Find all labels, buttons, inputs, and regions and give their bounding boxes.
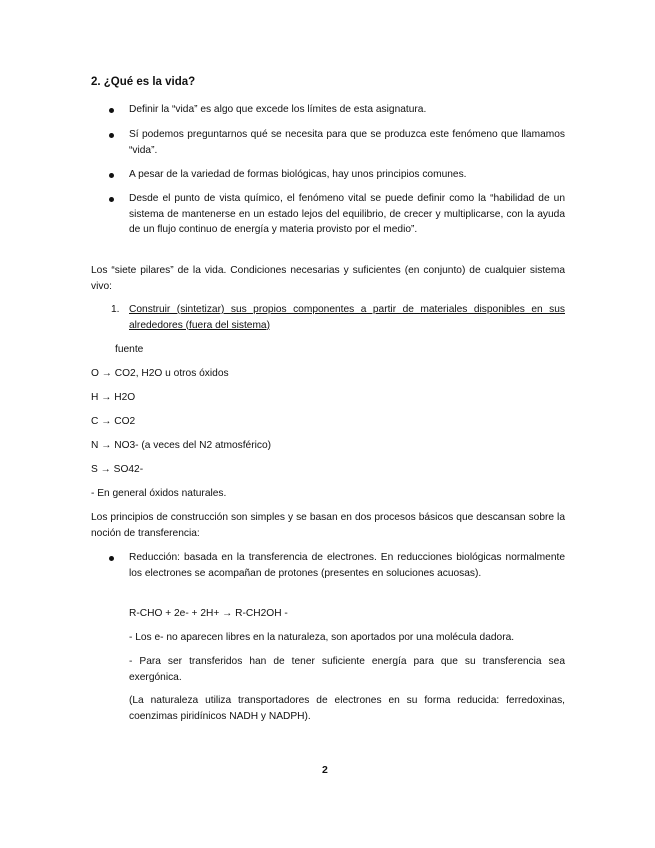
reduction-equation: R-CHO + 2e- + 2H+ → R-CH2OH -: [129, 608, 288, 619]
source-line: - En general óxidos naturales.: [91, 488, 227, 499]
bullet-icon: [109, 197, 114, 202]
list-item: [91, 191, 565, 238]
bullet-icon: [109, 556, 114, 561]
list-item-text: Sí podemos preguntarnos qué se necesita para que se produzca este fenómeno que llamamos “vida”.: [129, 129, 565, 156]
source-line: N → NO3- (a veces del N2 atmosférico): [91, 440, 272, 451]
pillars-intro-paragraph: Los “siete pilares” de la vida. Condiciones necesarias y suficientes (en conjunto) de cualquier sistema vivo:: [91, 265, 565, 292]
list-item-text: A pesar de la variedad de formas biológicas, hay unos principios comunes.: [129, 169, 467, 180]
reduction-text: Reducción: basada en la transferencia de electrones. En reducciones biológicas normalmente los electrones se acompañan de protones (presentes en soluciones acuosas).: [129, 552, 565, 579]
source-line: O → CO2, H2O u otros óxidos: [91, 368, 229, 379]
construction-paragraph: Los principios de construcción son simples y se basan en dos procesos básicos que descansan sobre la noción de transferencia:: [91, 512, 565, 539]
page-number: 2: [322, 764, 328, 776]
bullet-icon: [109, 108, 114, 113]
fuente-label: fuente: [115, 344, 144, 355]
section-heading: 2. ¿Qué es la vida?: [91, 76, 196, 88]
source-line: C → CO2: [91, 416, 136, 427]
list-item-text: Definir la “vida” es algo que excede los límites de esta asignatura.: [129, 104, 427, 115]
pillar-1-text: Construir (sintetizar) sus propios componentes a partir de materiales disponibles en sus alrededores (fuera del sistema): [129, 304, 565, 331]
bullet-icon: [109, 173, 114, 178]
source-line: S → SO42-: [91, 464, 144, 475]
list-item: [91, 550, 565, 581]
bullet-icon: [109, 133, 114, 138]
item-number: 1.: [111, 304, 120, 315]
list-item: [91, 102, 565, 118]
source-line: H → H2O: [91, 392, 136, 403]
list-item-text: Desde el punto de vista químico, el fenómeno vital se puede definir como la “habilidad de un sistema de mantenerse en un estado lejos del equilibrio, de crecer y multiplicarse, con la ayuda de un flujo continuo de energía y materia provisto por el medio”.: [129, 193, 565, 235]
list-item: [91, 167, 565, 183]
reduction-note: (La naturaleza utiliza transportadores de electrones en su forma reducida: ferredoxinas, coenzimas piridínicos NADH y NADPH).: [129, 695, 565, 722]
reduction-note: - Los e- no aparecen libres en la naturaleza, son aportados por una molécula dadora.: [129, 632, 515, 643]
reduction-note: - Para ser transferidos han de tener suficiente energía para que su transferencia sea exergónica.: [129, 656, 565, 683]
list-item: [91, 127, 565, 158]
numbered-item: [91, 302, 565, 333]
